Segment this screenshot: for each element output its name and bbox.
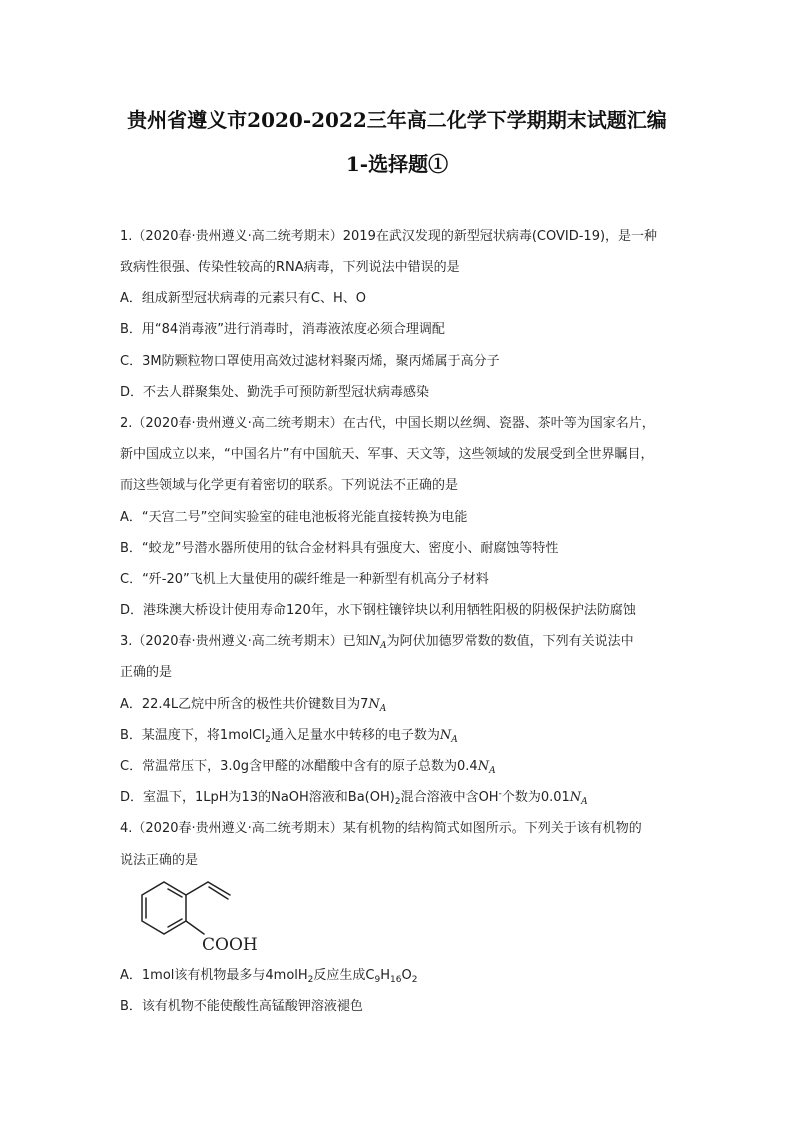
ring-double-bond bbox=[168, 889, 182, 897]
q3-option-d: D．室温下，1LpH为13的NaOH溶液和$Ba(OH)_2$混合溶液中含OH-个数为$0.01N_A$ bbox=[120, 789, 588, 807]
q2-option-c: C．“歼-20”飞机上大量使用的碳纤维是一种新型有机高分子材料 bbox=[120, 572, 489, 587]
q4-stem-line1: 4.（2020春·贵州遵义·高二统考期末）某有机物的结构简式如图所示。下列关于该有机物的 bbox=[120, 821, 642, 836]
q1-option-c: C．3M防颗粒物口罩使用高效过滤材料聚丙烯，聚丙烯属于高分子 bbox=[120, 354, 500, 369]
q3-option-b: B．某温度下，将1molCl$_2$通入足量水中转移的电子数为$N_A$ bbox=[120, 728, 458, 745]
benzene-ring bbox=[142, 882, 186, 934]
carboxyl-bond bbox=[186, 921, 204, 934]
q4-option-a: A．1mol该有机物最多与4molH$_2$反应生成$C_9H_{16}O_2$ bbox=[120, 968, 418, 985]
molecule-structure-diagram bbox=[118, 874, 268, 958]
q1-option-b: B．用“84消毒液”进行消毒时，消毒液浓度必须合理调配 bbox=[120, 322, 445, 337]
document-title: 贵州省遵义市2020-2022三年高二化学下学期期末试题汇编 bbox=[127, 108, 667, 132]
avogadro-symbol: $N_A$ bbox=[439, 728, 458, 745]
q4-stem-line2: 说法正确的是 bbox=[120, 853, 199, 868]
document-subtitle: 1-选择题① bbox=[345, 152, 449, 176]
q3-option-c: C．常温常压下，3.0g含甲醛的冰醋酸中含有的原子总数为$0.4N_A$ bbox=[120, 759, 496, 776]
q2-stem-line3: 而这些领域与化学更有着密切的联系。下列说法不正确的是 bbox=[120, 478, 459, 493]
vinyl-bond bbox=[186, 882, 208, 895]
carboxyl-label: COOH bbox=[202, 935, 258, 955]
q1-stem-line1: 1.（2020春·贵州遵义·高二统考期末）2019在武汉发现的新型冠状病毒(COVID-19)，是一种 bbox=[120, 229, 658, 244]
avogadro-symbol: $N_A$ bbox=[368, 634, 387, 651]
q1-stem-line2: 致病性很强、传染性较高的RNA病毒，下列说法中错误的是 bbox=[120, 260, 460, 275]
avogadro-symbol: $N_A$ bbox=[569, 790, 588, 807]
q2-option-d: D．港珠澳大桥设计使用寿命120年，水下钢柱镶锌块以利用牺牲阳极的阴极保护法防腐蚀 bbox=[120, 603, 636, 618]
q2-option-b: B．“蛟龙”号潜水器所使用的钛合金材料具有强度大、密度小、耐腐蚀等特性 bbox=[120, 541, 559, 556]
avogadro-symbol: $N_A$ bbox=[477, 759, 496, 776]
q3-stem-line2: 正确的是 bbox=[120, 665, 173, 680]
q3-stem-line1: 3.（2020春·贵州遵义·高二统考期末）已知$N_A$为阿伏加德罗常数的数值，下列有关说法中 bbox=[120, 634, 634, 651]
avogadro-symbol: $N_A$ bbox=[368, 697, 387, 714]
ring-double-bond bbox=[168, 919, 182, 927]
q1-option-d: D．不去人群聚集处、勤洗手可预防新型冠状病毒感染 bbox=[120, 385, 430, 400]
q2-stem-line2: 新中国成立以来，“中国名片”有中国航天、军事、天文等，这些领域的发展受到全世界瞩目， bbox=[120, 447, 654, 462]
q4-option-b: B．该有机物不能使酸性高锰酸钾溶液褪色 bbox=[120, 999, 363, 1014]
q2-option-a: A．“天宫二号”空间实验室的硅电池板将光能直接转换为电能 bbox=[120, 510, 468, 525]
q3-option-a: A．22.4L乙烷中所含的极性共价键数目为$7N_A$ bbox=[120, 697, 387, 714]
q2-stem-line1: 2.（2020春·贵州遵义·高二统考期末）在古代，中国长期以丝绸、瓷器、茶叶等为国家名片， bbox=[120, 416, 655, 431]
q1-option-a: A．组成新型冠状病毒的元素只有C、H、O bbox=[120, 291, 366, 306]
